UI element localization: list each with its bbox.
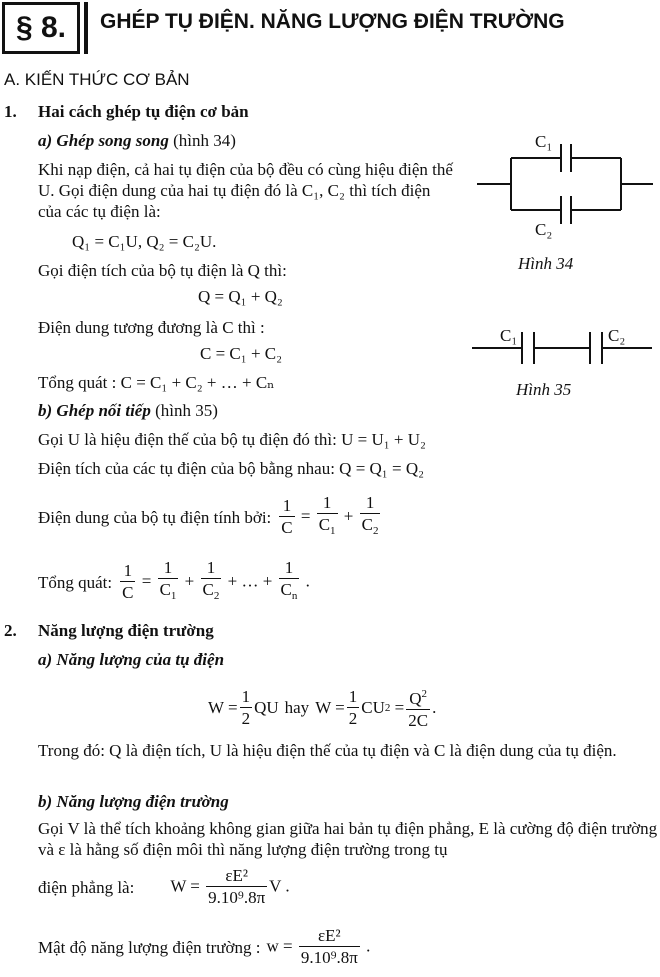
line-total-charge: Gọi điện tích của bộ tụ điện là Q thì: bbox=[38, 261, 287, 280]
eq-charges: Q₁ = C₁U, Q₂ = C₂U. bbox=[72, 232, 217, 251]
plane-capacitor-formula: W = $\frac{\text{εE²}}{\text{9.10⁹.8π}}$ V . bbox=[170, 866, 290, 907]
section-number: § 8. bbox=[15, 11, 67, 44]
line-plane-capacitor: điện phẳng là: bbox=[38, 877, 135, 897]
fig34-c1-label: C₁ bbox=[535, 132, 553, 151]
line-equivalent-capacitance: Điện dung tương đương là C thì : bbox=[38, 318, 265, 337]
figure-34-diagram bbox=[475, 128, 655, 243]
section-divider bbox=[84, 2, 88, 54]
section-1-title: Hai cách ghép tụ điện cơ bản bbox=[38, 102, 249, 121]
energy-formula-hay: hay bbox=[284, 698, 310, 717]
energy-formula: W = $\frac{1}{2}$ QU hay W = $\frac{1}{2}$ CU 2 = $\frac{Q^2}{2C}$ . bbox=[208, 686, 437, 730]
figure-35-caption: Hình 35 bbox=[516, 380, 572, 399]
figure-34-caption: Hình 34 bbox=[518, 254, 574, 273]
fig35-c1-label: C₁ bbox=[500, 326, 518, 345]
energy-density-row bbox=[38, 926, 370, 969]
subsection-2a-heading: a) Năng lượng của tụ điện bbox=[38, 650, 225, 669]
page-title: GHÉP TỤ ĐIỆN. NĂNG LƯỢNG ĐIỆN TRƯỜNG bbox=[100, 10, 565, 33]
energy-explanation: Trong đó: Q là điện tích, U là hiệu điện thế của tụ điện và C là điện dung của tụ điện. bbox=[38, 741, 617, 760]
line-equal-charge: Điện tích của các tụ điện của bộ bằng nhau: Q = Q₁ = Q₂ bbox=[38, 459, 425, 478]
general-parallel: Tổng quát : C = C₁ + C₂ + … + Cₙ bbox=[38, 373, 275, 392]
field-energy-intro: Gọi V là thể tích khoảng không gian giữa hai bản tụ điện phẳng, E là cường độ điện trường và ε là hằng số điện môi thì năng lượng điện trường trong tụ bbox=[38, 819, 658, 859]
plane-capacitor-energy-row bbox=[38, 866, 290, 909]
energy-density-formula: w = $\frac{\text{εE²}}{\text{9.10⁹.8π}}$ . bbox=[266, 926, 371, 967]
eq-c-sum: C = C₁ + C₂ bbox=[200, 344, 283, 363]
eq-q-sum: Q = Q₁ + Q₂ bbox=[198, 287, 283, 306]
section-2-number: 2. bbox=[4, 621, 17, 640]
section-1-number: 1. bbox=[4, 102, 17, 121]
fig34-c2-label: C₂ bbox=[535, 220, 553, 239]
section-number-box bbox=[2, 2, 80, 54]
part-a-heading: A. KIẾN THỨC CƠ BẢN bbox=[4, 70, 190, 89]
section-2-title: Năng lượng điện trường bbox=[38, 621, 214, 640]
subsection-b-heading: b) Ghép nối tiếp (hình 35) bbox=[38, 401, 218, 420]
line-series-capacitance: Điện dung của bộ tụ điện tính bởi: bbox=[38, 507, 272, 527]
general-series-row bbox=[38, 558, 310, 607]
series-formula-row bbox=[38, 493, 382, 542]
series-formula: $\frac{1}{C}$ = $\frac{1}{C_1}$ + $\frac{1}{C_2}$ bbox=[277, 493, 382, 542]
subsection-a-heading: a) Ghép song song (hình 34) bbox=[38, 131, 236, 150]
parallel-intro: Khi nạp điện, cả hai tụ điện của bộ đều có cùng hiệu điện thế U. Gọi điện dung của hai tụ điện đó là C₁, C₂ thì tích điện của các tụ điện là: bbox=[38, 160, 453, 221]
subsection-2b-heading: b) Năng lượng điện trường bbox=[38, 792, 229, 811]
line-voltage: Gọi U là hiệu điện thế của bộ tụ điện đó thì: U = U₁ + U₂ bbox=[38, 430, 426, 449]
general-series-formula: $\frac{1}{C}$ = $\frac{1}{C_1}$ + $\frac{1}{C_2}$ + … + $\frac{1}{C_n}$ . bbox=[118, 558, 310, 607]
fig35-c2-label: C₂ bbox=[608, 326, 626, 345]
line-energy-density: Mật độ năng lượng điện trường : bbox=[38, 937, 261, 957]
figure-35-diagram bbox=[470, 326, 655, 370]
general-series-label: Tổng quát: bbox=[38, 572, 113, 592]
